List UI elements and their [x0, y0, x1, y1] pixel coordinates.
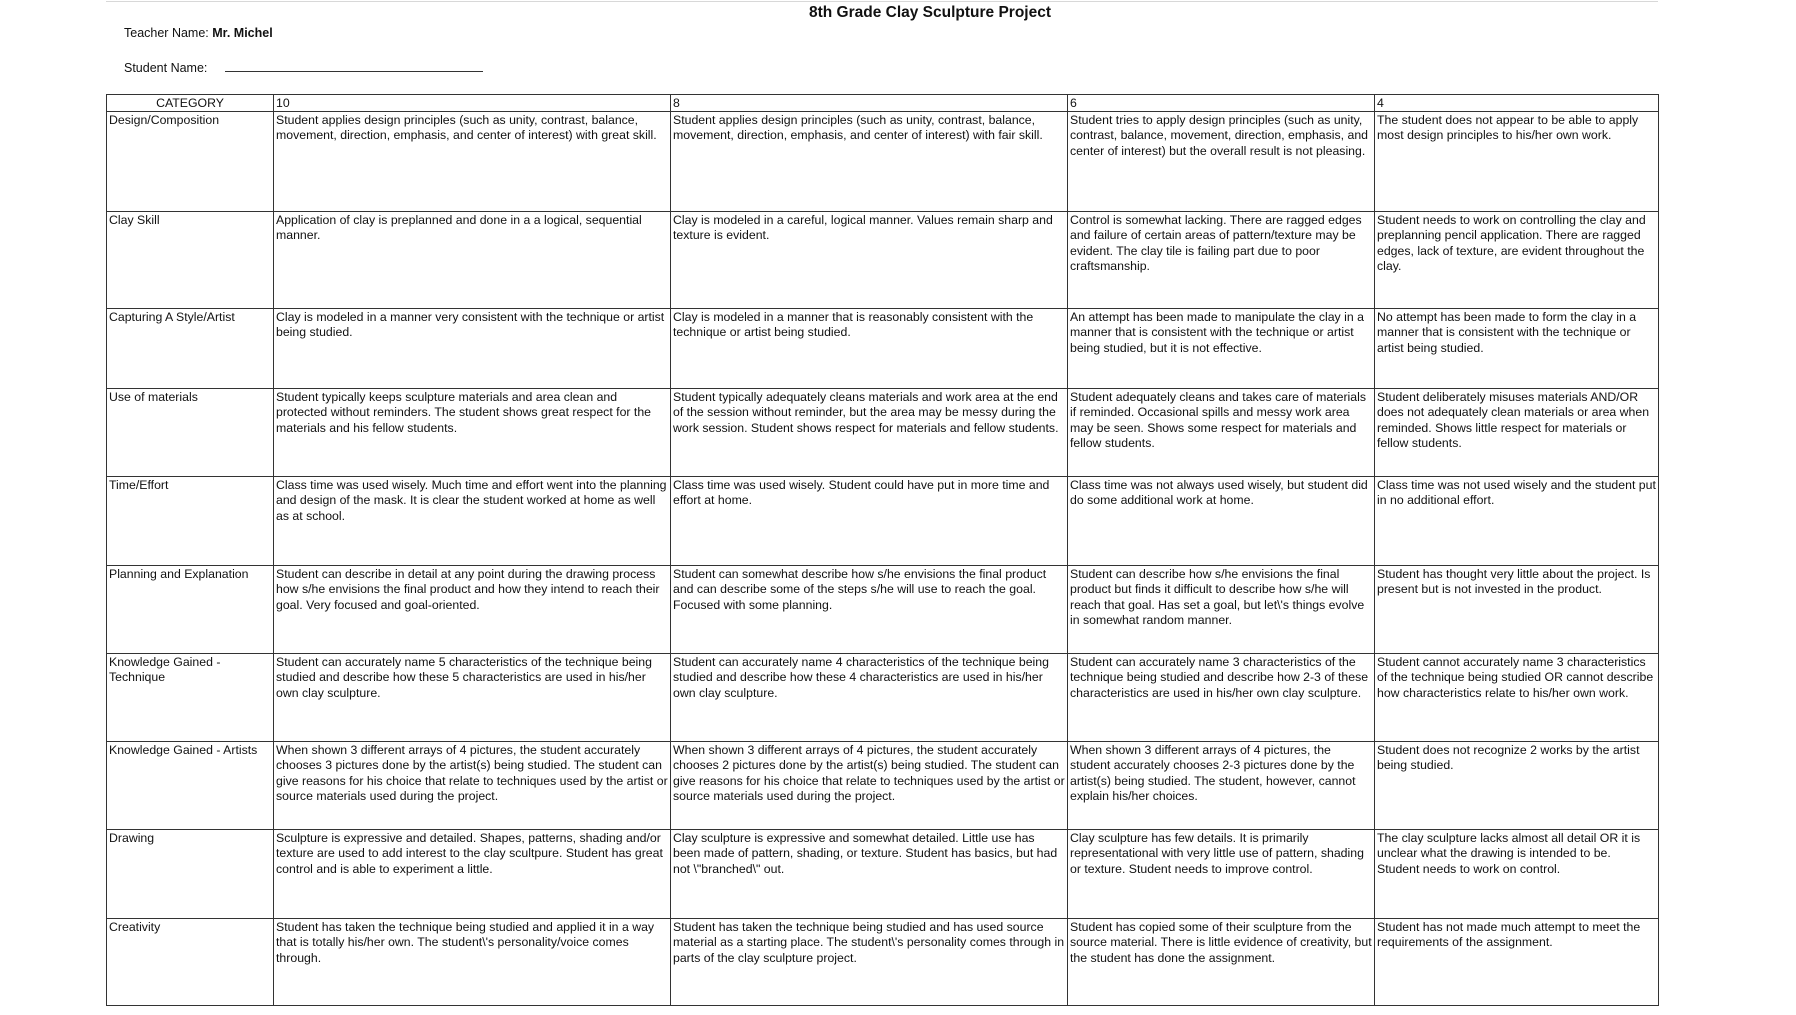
- cell-score-8: Student has taken the technique being studied and has used source material as a starting place. The student\'s personality comes through in parts of the clay sculpture project.: [671, 919, 1068, 1006]
- cell-score-4: Student cannot accurately name 3 characteristics of the technique being studied OR cannot describe how characteristics relate to his/her own work.: [1375, 654, 1659, 742]
- rubric-table: [106, 94, 1659, 1006]
- row-category: Capturing A Style/Artist: [107, 309, 274, 389]
- cell-score-6: Student can describe how s/he envisions the final product but finds it difficult to describe how s/he will reach that goal. Has set a goal, but let\'s things evolve in somewhat random manner.: [1068, 566, 1375, 654]
- cell-score-10: Student can describe in detail at any point during the drawing process how s/he envisions the final product and how they intend to reach their goal. Very focused and goal-oriented.: [274, 566, 671, 654]
- cell-score-4: Class time was not used wisely and the student put in no additional effort.: [1375, 477, 1659, 566]
- table-row: [107, 654, 1659, 742]
- cell-score-4: No attempt has been made to form the clay in a manner that is consistent with the technique or artist being studied.: [1375, 309, 1659, 389]
- row-category: Use of materials: [107, 389, 274, 477]
- row-category: Drawing: [107, 830, 274, 919]
- cell-score-6: Control is somewhat lacking. There are ragged edges and failure of certain areas of pattern/texture may be evident. The clay tile is failing part due to poor craftsmanship.: [1068, 212, 1375, 309]
- cell-score-6: An attempt has been made to manipulate the clay in a manner that is consistent with the technique or artist being studied, but it is not effective.: [1068, 309, 1375, 389]
- cell-score-10: Student applies design principles (such as unity, contrast, balance, movement, direction, emphasis, and center of interest) with great skill.: [274, 112, 671, 212]
- table-row: [107, 477, 1659, 566]
- table-row: [107, 566, 1659, 654]
- table-row: [107, 830, 1659, 919]
- row-category: Knowledge Gained - Technique: [107, 654, 274, 742]
- cell-score-8: Student can accurately name 4 characteristics of the technique being studied and describe how these 4 characteristics are used in his/her own clay sculpture.: [671, 654, 1068, 742]
- cell-score-6: Student has copied some of their sculpture from the source material. There is little evidence of creativity, but the student has done the assignment.: [1068, 919, 1375, 1006]
- cell-score-4: The clay sculpture lacks almost all detail OR it is unclear what the drawing is intended to be. Student needs to work on control.: [1375, 830, 1659, 919]
- cell-score-6: Student adequately cleans and takes care of materials if reminded. Occasional spills and messy work area may be seen. Shows some respect for materials and fellow students.: [1068, 389, 1375, 477]
- header-score-4: 4: [1375, 95, 1659, 112]
- cell-score-6: Student can accurately name 3 characteristics of the technique being studied and describe how 2-3 of these characteristics are used in his/her own clay sculpture.: [1068, 654, 1375, 742]
- header-score-8: 8: [671, 95, 1068, 112]
- top-rule: [106, 1, 1658, 2]
- row-category: Knowledge Gained - Artists: [107, 742, 274, 830]
- cell-score-8: Student typically adequately cleans materials and work area at the end of the session without reminder, but the area may be messy during the work session. Student shows respect for materials and fellow students.: [671, 389, 1068, 477]
- cell-score-10: Student can accurately name 5 characteristics of the technique being studied and describe how these 5 characteristics are used in his/her own clay sculpture.: [274, 654, 671, 742]
- cell-score-4: Student has not made much attempt to meet the requirements of the assignment.: [1375, 919, 1659, 1006]
- cell-score-10: Clay is modeled in a manner very consistent with the technique or artist being studied.: [274, 309, 671, 389]
- row-category: Clay Skill: [107, 212, 274, 309]
- cell-score-4: Student has thought very little about the project. Is present but is not invested in the product.: [1375, 566, 1659, 654]
- table-row: [107, 919, 1659, 1006]
- row-category: Planning and Explanation: [107, 566, 274, 654]
- cell-score-8: Clay is modeled in a careful, logical manner. Values remain sharp and texture is evident.: [671, 212, 1068, 309]
- cell-score-8: Student can somewhat describe how s/he envisions the final product and can describe some of the steps s/he will use to reach the goal. Focused with some planning.: [671, 566, 1068, 654]
- cell-score-8: Class time was used wisely. Student could have put in more time and effort at home.: [671, 477, 1068, 566]
- header-row: [107, 95, 1659, 112]
- cell-score-8: Clay is modeled in a manner that is reasonably consistent with the technique or artist being studied.: [671, 309, 1068, 389]
- teacher-name: Mr. Michel: [212, 26, 273, 40]
- table-row: [107, 309, 1659, 389]
- cell-score-4: Student deliberately misuses materials AND/OR does not adequately clean materials or area when reminded. Shows little respect for materials or fellow students.: [1375, 389, 1659, 477]
- cell-score-4: Student needs to work on controlling the clay and preplanning pencil application. There are ragged edges, lack of texture, are evident throughout the clay.: [1375, 212, 1659, 309]
- page-title: 8th Grade Clay Sculpture Project: [808, 4, 1052, 21]
- cell-score-10: Application of clay is preplanned and done in a a logical, sequential manner.: [274, 212, 671, 309]
- cell-score-6: Student tries to apply design principles (such as unity, contrast, balance, movement, direction, emphasis, and center of interest) but the overall result is not pleasing.: [1068, 112, 1375, 212]
- cell-score-8: Clay sculpture is expressive and somewhat detailed. Little use has been made of pattern, shading, or texture. Student has basics, but had not \"branched\" out.: [671, 830, 1068, 919]
- cell-score-6: When shown 3 different arrays of 4 pictures, the student accurately chooses 2-3 pictures done by the artist(s) being studied. The student, however, cannot explain his/her choices.: [1068, 742, 1375, 830]
- table-row: [107, 112, 1659, 212]
- cell-score-10: Sculpture is expressive and detailed. Shapes, patterns, shading and/or texture are used to add interest to the clay scultpure. Student has great control and is able to experiment a little.: [274, 830, 671, 919]
- cell-score-8: Student applies design principles (such as unity, contrast, balance, movement, direction, emphasis, and center of interest) with fair skill.: [671, 112, 1068, 212]
- cell-score-10: Student typically keeps sculpture materials and area clean and protected without reminders. The student shows great respect for the materials and his fellow students.: [274, 389, 671, 477]
- cell-score-10: When shown 3 different arrays of 4 pictures, the student accurately chooses 3 pictures done by the artist(s) being studied. The student can give reasons for his choice that relate to techniques used by the artist or source materials used during the project.: [274, 742, 671, 830]
- student-label: Student Name:: [124, 61, 208, 75]
- student-name-blank: [225, 61, 483, 72]
- cell-score-6: Class time was not always used wisely, but student did do some additional work at home.: [1068, 477, 1375, 566]
- row-category: Design/Composition: [107, 112, 274, 212]
- row-category: Time/Effort: [107, 477, 274, 566]
- header-score-10: 10: [274, 95, 671, 112]
- cell-score-10: Student has taken the technique being studied and applied it in a way that is totally his/her own. The student\'s personality/voice comes through.: [274, 919, 671, 1006]
- teacher-line: [124, 26, 273, 40]
- header-category: CATEGORY: [107, 95, 274, 112]
- table-row: [107, 389, 1659, 477]
- cell-score-4: The student does not appear to be able to apply most design principles to his/her own work.: [1375, 112, 1659, 212]
- cell-score-10: Class time was used wisely. Much time and effort went into the planning and design of the mask. It is clear the student worked at home as well as at school.: [274, 477, 671, 566]
- cell-score-4: Student does not recognize 2 works by the artist being studied.: [1375, 742, 1659, 830]
- student-line: [124, 61, 483, 75]
- cell-score-8: When shown 3 different arrays of 4 pictures, the student accurately chooses 2 pictures done by the artist(s) being studied. The student can give reasons for his choice that relate to techniques used by the artist or source materials used during the project.: [671, 742, 1068, 830]
- header-score-6: 6: [1068, 95, 1375, 112]
- table-row: [107, 742, 1659, 830]
- cell-score-6: Clay sculpture has few details. It is primarily representational with very little use of pattern, shading or texture. Student needs to improve control.: [1068, 830, 1375, 919]
- teacher-label: Teacher Name:: [124, 26, 209, 40]
- row-category: Creativity: [107, 919, 274, 1006]
- table-row: [107, 212, 1659, 309]
